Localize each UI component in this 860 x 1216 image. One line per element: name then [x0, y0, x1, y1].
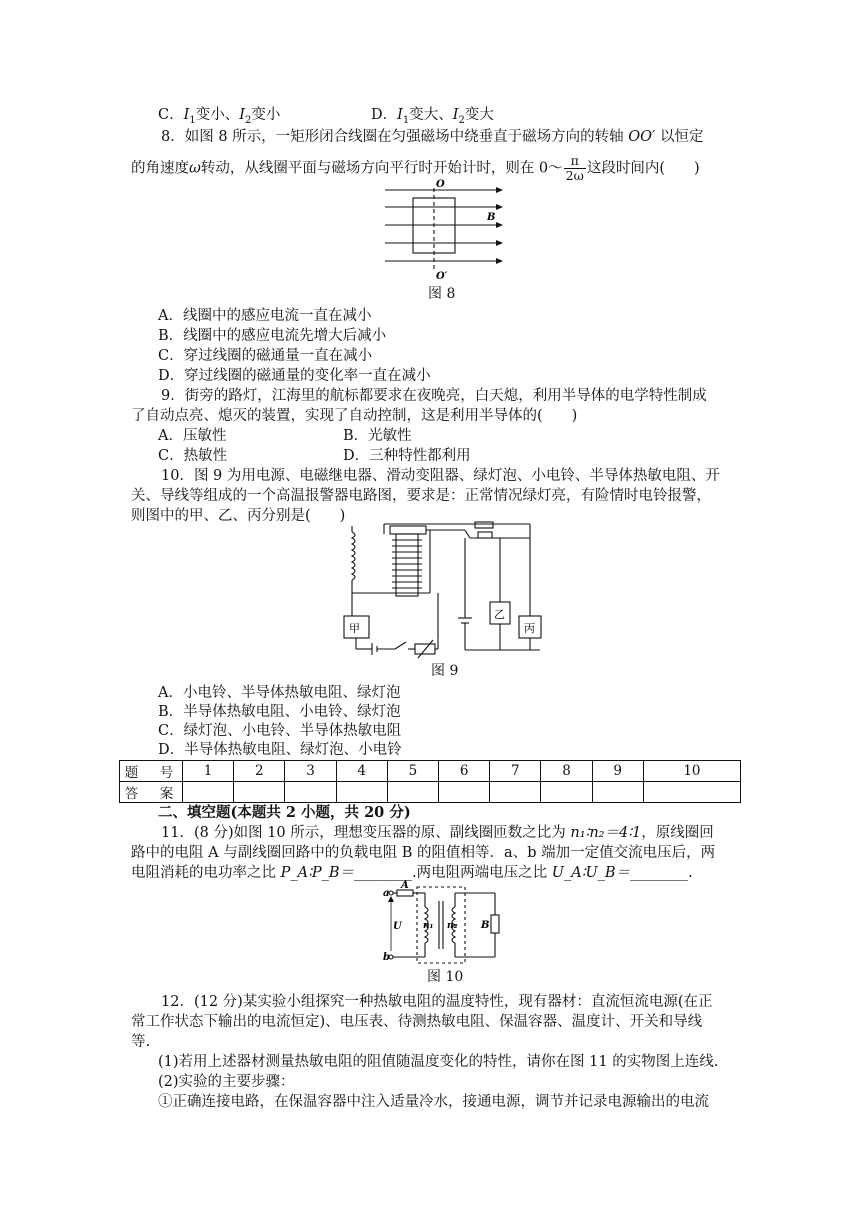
- fig8-label-b: B: [487, 212, 496, 223]
- fig9-label-yi: 乙: [494, 608, 505, 621]
- q10-option-c: C．绿灯泡、小电铃、半导体热敏电阻: [158, 723, 402, 739]
- answer-cell[interactable]: [643, 782, 740, 803]
- q8-option-d: D．穿过线圈的磁通量的变化率一直在减小: [158, 368, 431, 384]
- fig10-label-U: U: [393, 921, 402, 932]
- fig8-label-o-top: O: [436, 179, 445, 190]
- table-cell: 1: [183, 761, 234, 782]
- q12-stem-line3: 等.: [131, 1034, 151, 1050]
- q11-stem-line3: 电阻消耗的电功率之比 P_A∶P_B＝________.两电阻两端电压之比 U_A∶U_B＝________.: [131, 865, 693, 881]
- q11-stem-line1: 11．(8 分)如图 10 所示，理想变压器的原、副线圈匝数之比为 n₁∶n₂＝4∶1，原线圈回: [161, 825, 714, 841]
- table-cell: 5: [387, 761, 438, 782]
- table-cell: 3: [285, 761, 336, 782]
- q9-option-c: C．热敏性: [158, 448, 228, 464]
- answer-cell[interactable]: [285, 782, 336, 803]
- table-cell: 8: [541, 761, 592, 782]
- answer-cell[interactable]: [234, 782, 285, 803]
- q9-stem-line1: 9．街旁的路灯，江海里的航标都要求在夜晚亮，白天熄，利用半导体的电学特性制成: [161, 388, 707, 404]
- q10-option-a: A．小电铃、半导体热敏电阻、绿灯泡: [158, 685, 401, 701]
- answer-cell[interactable]: [439, 782, 490, 803]
- table-cell: 2: [234, 761, 285, 782]
- fig9-label-jia: 甲: [349, 622, 360, 635]
- table-cell: 6: [439, 761, 490, 782]
- table-row-answers: [120, 782, 741, 803]
- answer-cell[interactable]: [336, 782, 387, 803]
- table-header-answer: 答 案: [120, 782, 183, 803]
- q9-option-a: A．压敏性: [158, 428, 227, 444]
- q9-stem-line2: 了自动点亮、熄灭的装置，实现了自动控制，这是利用半导体的( ): [131, 408, 578, 424]
- q8-option-c: C．穿过线圈的磁通量一直在减小: [158, 348, 373, 364]
- q8-option-a: A．线圈中的感应电流一直在减小: [158, 308, 372, 324]
- q10-option-b: B．半导体热敏电阻、小电铃、绿灯泡: [158, 704, 401, 720]
- figure-10-transformer: [383, 880, 513, 965]
- figure-10-caption: 图 10: [427, 969, 464, 985]
- q9-option-d: D．三种特性都利用: [343, 448, 471, 464]
- q10-stem-line3: 则图中的甲、乙、丙分别是( ): [131, 508, 346, 524]
- fig10-label-n1: n₁: [423, 921, 434, 931]
- table-cell: 4: [336, 761, 387, 782]
- section-2-heading: 二、填空题(本题共 2 小题，共 20 分): [158, 804, 411, 821]
- table-cell: 10: [643, 761, 740, 782]
- q10-stem-line1: 10．图 9 为用电源、电磁继电器、滑动变阻器、绿灯泡、小电铃、半导体热敏电阻、开: [161, 468, 720, 484]
- table-header-number: 题 号: [120, 761, 183, 782]
- answer-cell[interactable]: [592, 782, 643, 803]
- table-row-numbers: [120, 761, 741, 782]
- q12-part-2: (2)实验的主要步骤：: [158, 1074, 295, 1090]
- answer-cell[interactable]: [387, 782, 438, 803]
- q11-stem-line2: 路中的电阻 A 与副线圈回路中的负载电阻 B 的阻值相等．a、b 端加一定值交流电压后，两: [131, 845, 716, 861]
- q10-stem-line2: 关、导线等组成的一个高温报警器电路图，要求是：正常情况绿灯亮，有险情时电铃报警，: [131, 488, 711, 504]
- answer-table: [119, 760, 741, 803]
- q12-step-1: ①正确连接电路，在保温容器中注入适量冷水，接通电源，调节并记录电源输出的电流: [158, 1094, 709, 1110]
- fig9-label-bing: 丙: [524, 622, 535, 635]
- q12-stem-line2: 常工作状态下输出的电流恒定)、电压表、待测热敏电阻、保温容器、温度计、开关和导线: [131, 1014, 703, 1030]
- q10-option-d: D．半导体热敏电阻、绿灯泡、小电铃: [158, 742, 402, 758]
- q8-stem-line1: 8．如图 8 所示，一矩形闭合线圈在匀强磁场中绕垂直于磁场方向的转轴 OO′ 以恒定: [161, 129, 704, 145]
- q7-option-d: D．$I_1$变大、$I_2$变大: [371, 107, 494, 126]
- fig10-label-b: b: [383, 952, 390, 963]
- figure-9-circuit: [340, 518, 550, 658]
- q8-stem-line2: 的角速度ω转动，从线圈平面与磁场方向平行时开始计时，则在 0～ $\frac{\pi}{2\omega}$ 这段时间内( ): [131, 153, 700, 183]
- fig10-label-n2: n₂: [447, 921, 458, 931]
- table-cell: 9: [592, 761, 643, 782]
- time-fraction: $\frac{\pi}{2\omega}$: [565, 153, 584, 183]
- q9-option-b: B．光敏性: [343, 428, 412, 444]
- figure-8-diagram: [383, 180, 513, 280]
- q12-part-1: (1)若用上述器材测量热敏电阻的阻值随温度变化的特性，请你在图 11 的实物图上连线.: [158, 1054, 719, 1070]
- answer-cell[interactable]: [541, 782, 592, 803]
- q7-option-c: C．$I_1$变小、$I_2$变小: [158, 107, 281, 126]
- fig10-label-B: B: [481, 920, 490, 931]
- fig8-label-o-bottom: O′: [436, 271, 448, 282]
- figure-8-caption: 图 8: [428, 286, 456, 302]
- figure-9-caption: 图 9: [431, 663, 459, 679]
- table-cell: 7: [490, 761, 541, 782]
- answer-cell[interactable]: [490, 782, 541, 803]
- fig10-label-a: a: [383, 888, 390, 899]
- q12-stem-line1: 12．(12 分)某实验小组探究一种热敏电阻的温度特性，现有器材：直流恒流电源(在正: [161, 994, 713, 1010]
- fig10-label-A: A: [401, 880, 409, 891]
- answer-cell[interactable]: [183, 782, 234, 803]
- q8-option-b: B．线圈中的感应电流先增大后减小: [158, 328, 387, 344]
